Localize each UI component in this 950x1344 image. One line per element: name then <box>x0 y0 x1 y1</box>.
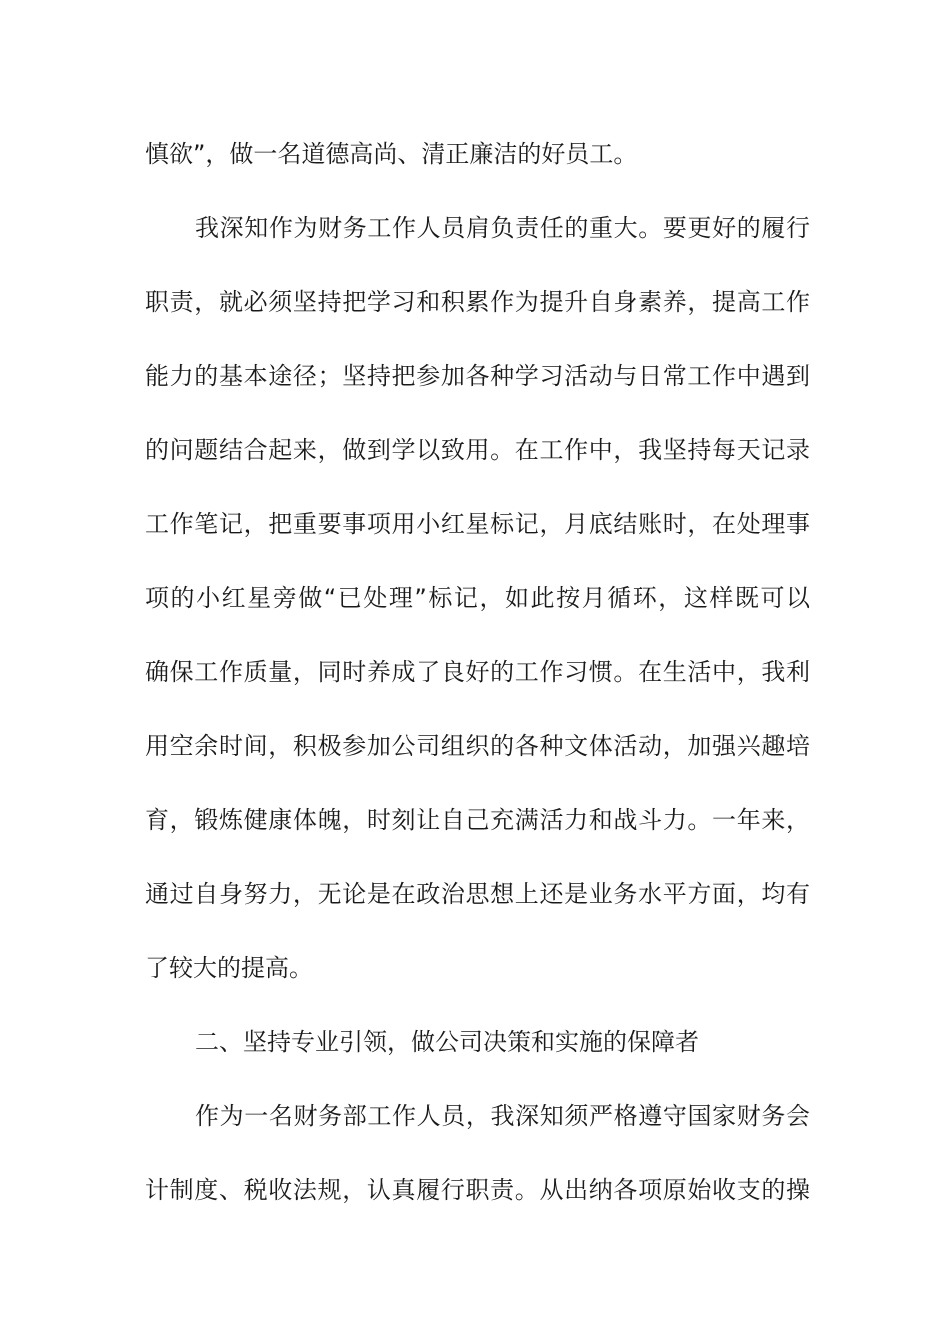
text-line: 育，锻炼健康体魄，时刻让自己充满活力和战斗力。一年来， <box>145 806 810 834</box>
text-line: 用空余时间，积极参加公司组织的各种文体活动，加强兴趣培 <box>145 732 810 760</box>
text-line: 了较大的提高。 <box>145 954 313 982</box>
text-line: 能力的基本途径；坚持把参加各种学习活动与日常工作中遇到 <box>145 362 810 390</box>
text-line: 确保工作质量，同时养成了良好的工作习惯。在生活中，我利 <box>145 658 810 686</box>
text-line: 的问题结合起来，做到学以致用。在工作中，我坚持每天记录 <box>145 436 810 464</box>
text-line: 工作笔记，把重要事项用小红星标记，月底结账时，在处理事 <box>145 510 810 538</box>
paragraph-first-line: 作为一名财务部工作人员，我深知须严格遵守国家财务会 <box>195 1102 810 1130</box>
text-line: 慎欲”，做一名道德高尚、清正廉洁的好员工。 <box>145 140 638 168</box>
text-line: 计制度、税收法规，认真履行职责。从出纳各项原始收支的操 <box>145 1176 810 1204</box>
text-line: 职责，就必须坚持把学习和积累作为提升自身素养，提高工作 <box>145 288 810 316</box>
text-line: 项的小红星旁做“已处理”标记，如此按月循环，这样既可以 <box>145 584 810 612</box>
paragraph-first-line: 我深知作为财务工作人员肩负责任的重大。要更好的履行 <box>195 214 810 242</box>
text-line: 通过自身努力，无论是在政治思想上还是业务水平方面，均有 <box>145 880 810 908</box>
section-heading: 二、坚持专业引领，做公司决策和实施的保障者 <box>195 1028 699 1056</box>
